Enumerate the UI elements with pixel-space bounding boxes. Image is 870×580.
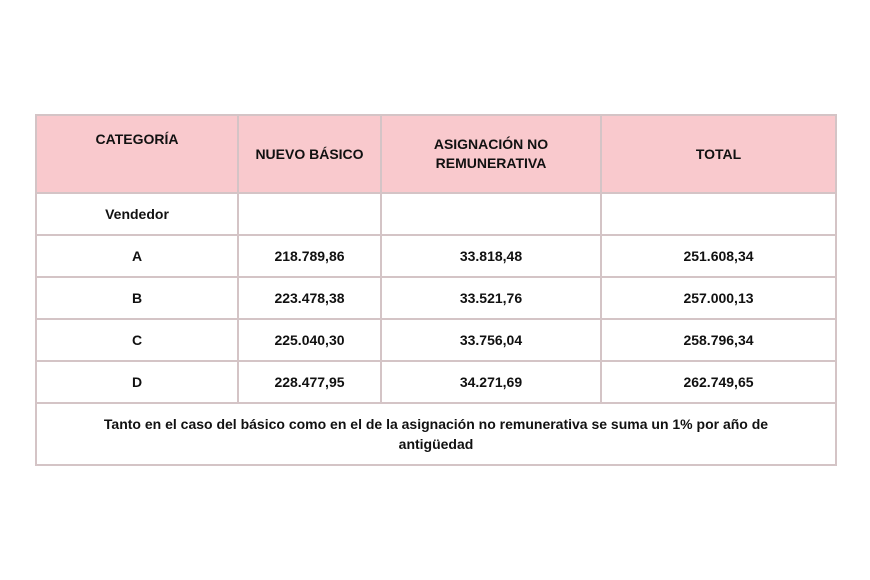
table-row (36, 235, 836, 277)
header-nuevo-basico: NUEVO BÁSICO (238, 115, 381, 193)
table-row (36, 277, 836, 319)
section-label: Vendedor (36, 193, 238, 235)
nuevo-basico-cell: 223.478,38 (238, 277, 381, 319)
salary-table (35, 114, 837, 466)
empty-cell (601, 193, 836, 235)
empty-cell (381, 193, 601, 235)
category-cell: A (36, 235, 238, 277)
total-cell: 257.000,13 (601, 277, 836, 319)
table-row (36, 319, 836, 361)
total-cell: 258.796,34 (601, 319, 836, 361)
nuevo-basico-cell: 225.040,30 (238, 319, 381, 361)
asignacion-cell: 33.818,48 (381, 235, 601, 277)
empty-cell (238, 193, 381, 235)
header-categoria: CATEGORÍA (36, 115, 238, 193)
total-cell: 262.749,65 (601, 361, 836, 403)
asignacion-cell: 33.521,76 (381, 277, 601, 319)
nuevo-basico-cell: 228.477,95 (238, 361, 381, 403)
asignacion-cell: 34.271,69 (381, 361, 601, 403)
category-cell: D (36, 361, 238, 403)
total-cell: 251.608,34 (601, 235, 836, 277)
nuevo-basico-cell: 218.789,86 (238, 235, 381, 277)
section-row (36, 193, 836, 235)
header-total: TOTAL (601, 115, 836, 193)
category-cell: C (36, 319, 238, 361)
category-cell: B (36, 277, 238, 319)
table-row (36, 361, 836, 403)
header-row (36, 115, 836, 193)
note-row (36, 403, 836, 465)
header-asignacion: ASIGNACIÓN NO REMUNERATIVA (381, 115, 601, 193)
footnote: Tanto en el caso del básico como en el de la asignación no remunerativa se suma un 1% por año de antigüedad (36, 403, 836, 465)
asignacion-cell: 33.756,04 (381, 319, 601, 361)
